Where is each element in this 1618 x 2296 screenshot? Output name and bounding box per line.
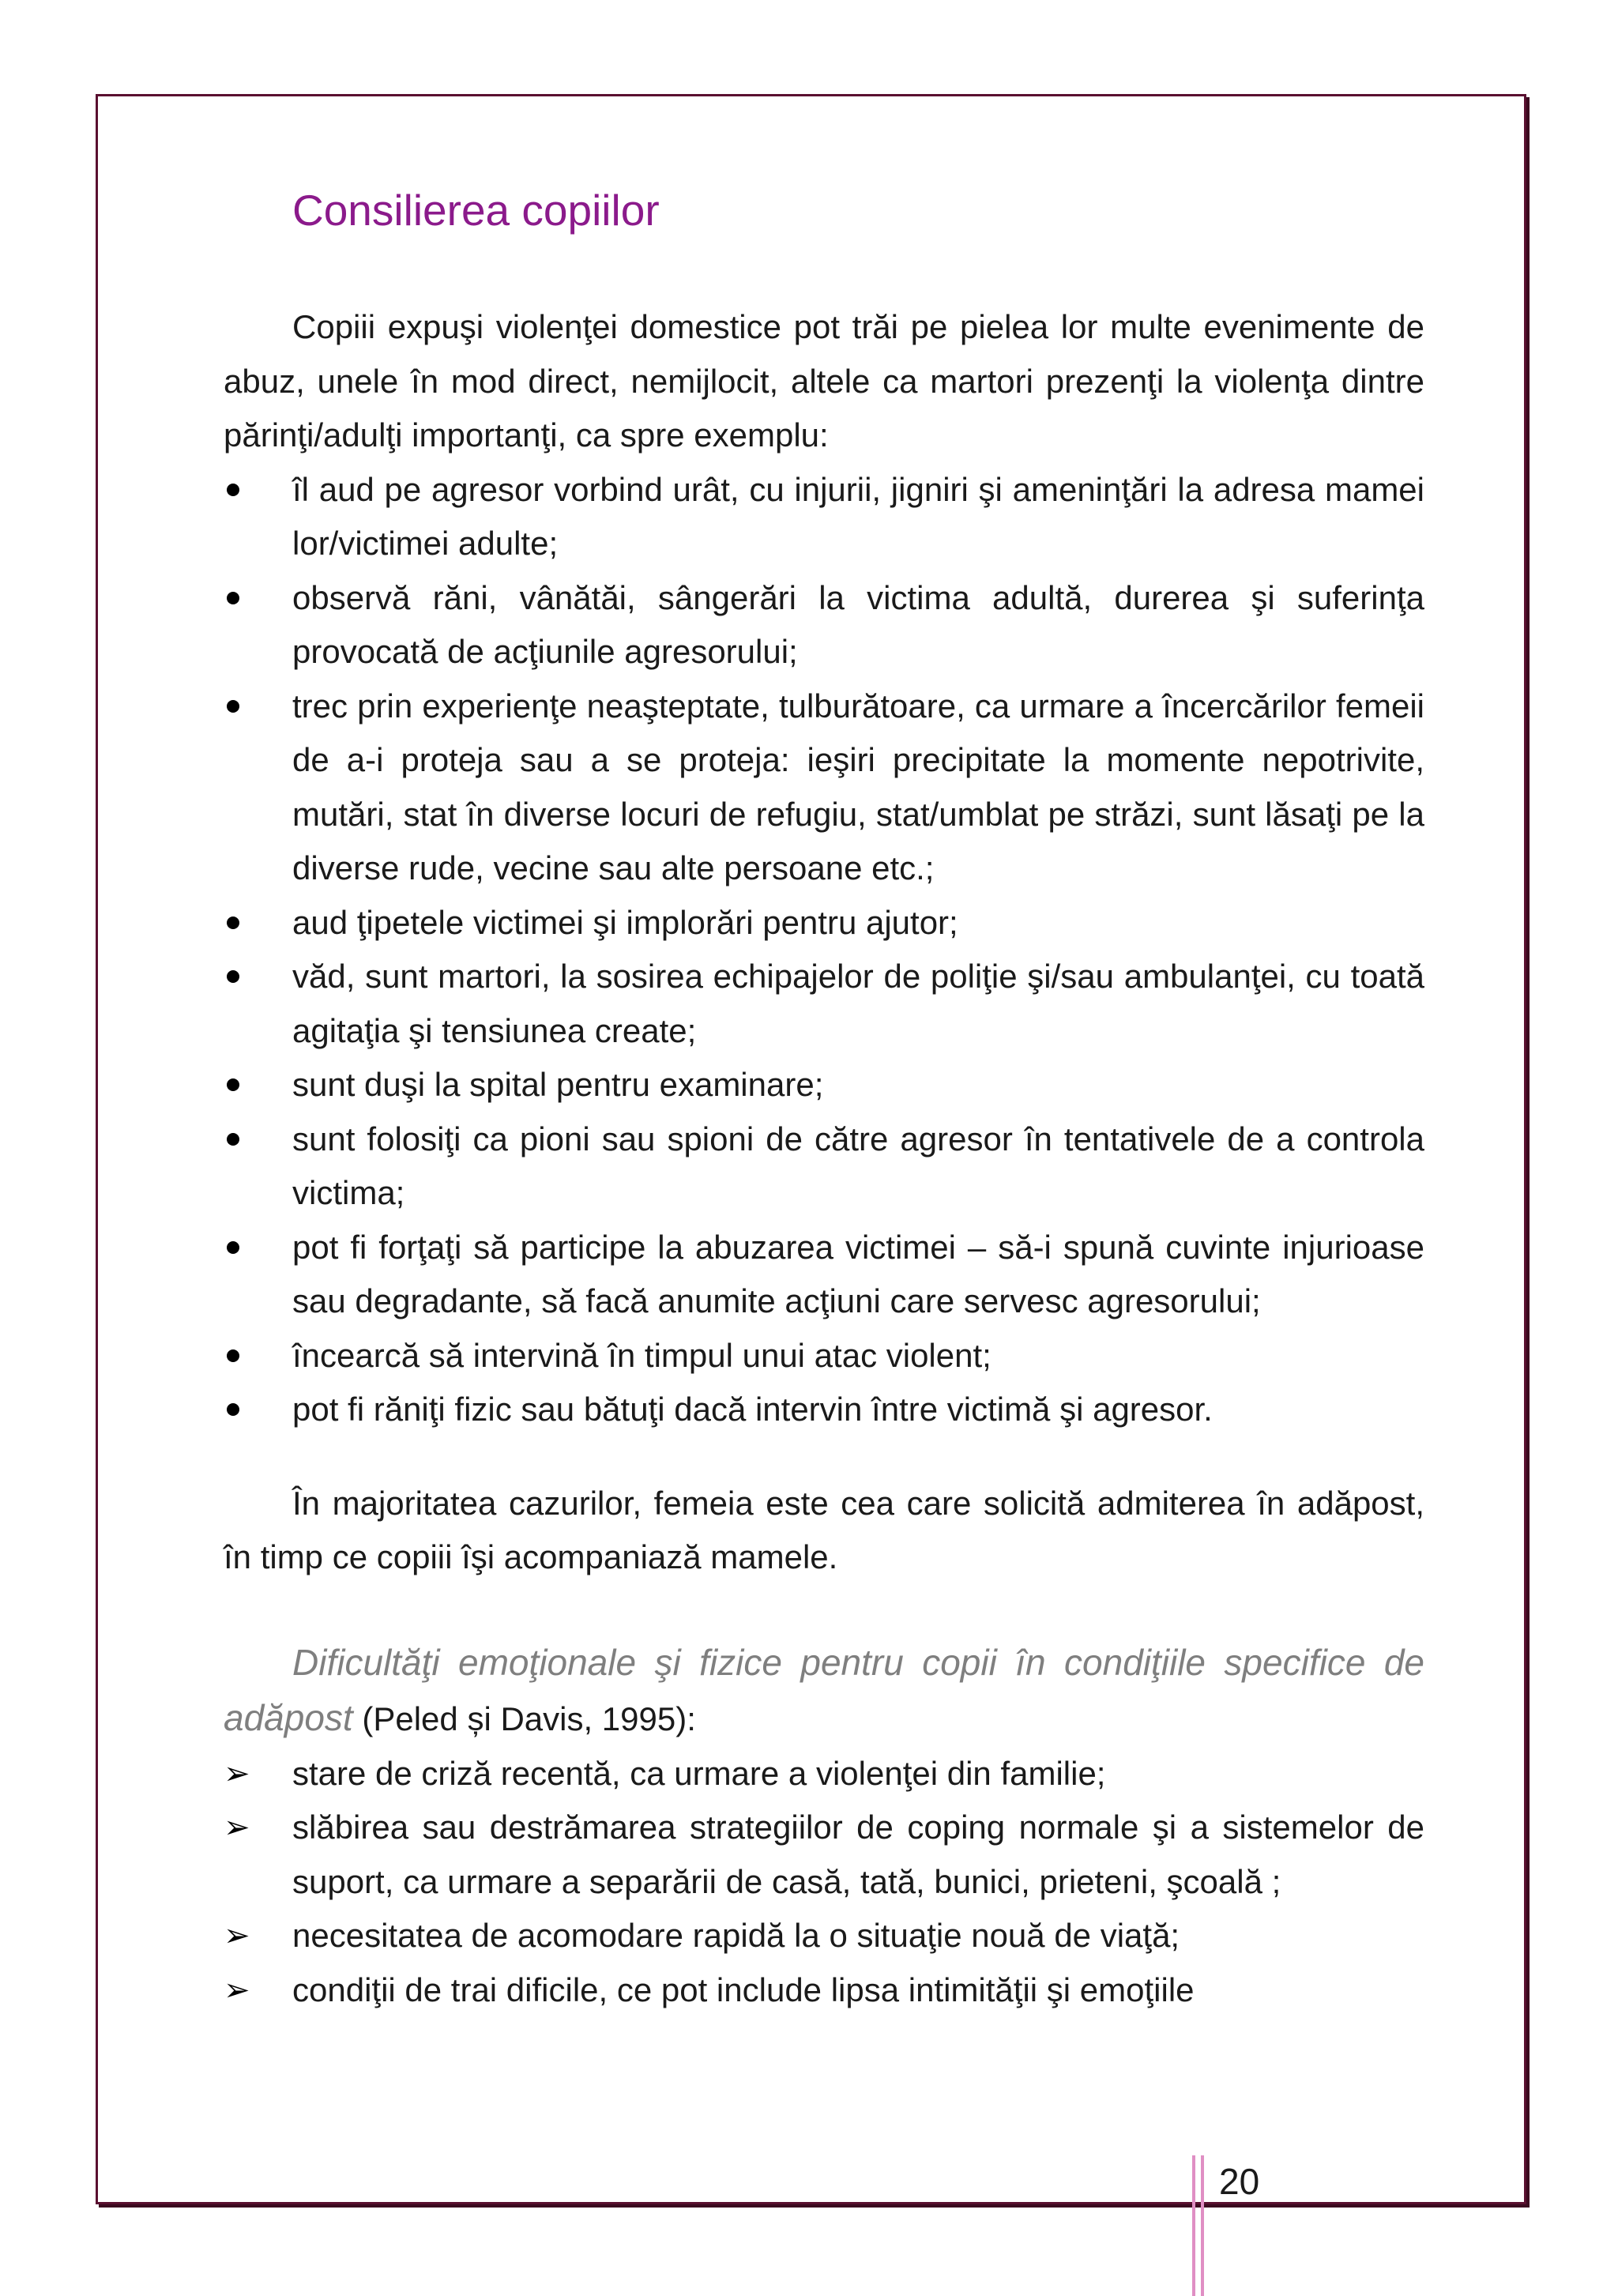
page-number-rule bbox=[1201, 2155, 1204, 2296]
intro-paragraph: Copiii expuşi violenţei domestice pot trăi pe pielea lor multe evenimente de abuz, unele în mod direct, nemijlocit, altele ca martori prezenţi la violenţa dintre părinţi/adulţi importanţi, ca spre exemplu: bbox=[224, 308, 1424, 454]
list-item: pot fi forţaţi să participe la abuzarea victimei – să-i spună cuvinte injurioase sau degradante, să facă anumite acţiuni care servesc agresorului; bbox=[292, 1228, 1424, 1319]
page-number: 20 bbox=[1219, 2161, 1260, 2202]
arrow-list bbox=[224, 1747, 1424, 2018]
subheading-italic: Dificultăţi emoţionale şi fizice pentru copii în condiţiile specifice de adăpost bbox=[224, 1641, 1424, 1738]
list-item: sunt folosiţi ca pioni sau spioni de către agresor în tentativele de a controla victima; bbox=[292, 1120, 1424, 1211]
subheading bbox=[224, 1635, 1424, 1747]
list-item: condiţii de trai dificile, ce pot include lipsa intimităţii şi emoţiile bbox=[292, 1970, 1195, 2008]
list-item: observă răni, vânătăi, sângerări la victima adultă, durerea şi suferinţa provocată de acţiunile agresorului; bbox=[292, 578, 1424, 670]
list-item: încearcă să intervină în timpul unui atac violent; bbox=[292, 1336, 991, 1374]
list-item: aud ţipetele victimei şi implorări pentru ajutor; bbox=[292, 903, 958, 941]
list-item: sunt duşi la spital pentru examinare; bbox=[292, 1066, 824, 1103]
page-number-rule bbox=[1192, 2155, 1195, 2296]
list-item: văd, sunt martori, la sosirea echipajelor de poliţie şi/sau ambulanţei, cu toată agitaţia şi tensiunea create; bbox=[292, 958, 1424, 1049]
list-item: necesitatea de acomodare rapidă la o situaţie nouă de viaţă; bbox=[292, 1917, 1180, 1954]
list-item: îl aud pe agresor vorbind urât, cu injurii, jigniri şi ameninţări la adresa mamei lor/victimei adulte; bbox=[292, 470, 1424, 562]
shelter-paragraph: În majoritatea cazurilor, femeia este cea care solicită admiterea în adăpost, în timp ce copiii îşi acompaniază mamele. bbox=[224, 1484, 1424, 1575]
list-item: pot fi răniţi fizic sau bătuţi dacă intervin între victimă şi agresor. bbox=[292, 1391, 1213, 1428]
main-content bbox=[224, 300, 1424, 2017]
section-title: Consilierea copiilor bbox=[292, 186, 660, 235]
subheading-citation: (Peled și Davis, 1995): bbox=[352, 1700, 696, 1737]
list-item: slăbirea sau destrămarea strategiilor de coping normale şi a sistemelor de suport, ca urmare a separării de casă, tată, bunici, prieteni, şcoală ; bbox=[292, 1809, 1424, 1900]
list-item: stare de criză recentă, ca urmare a violenţei din familie; bbox=[292, 1754, 1106, 1792]
bullet-list bbox=[224, 463, 1424, 1437]
list-item: trec prin experienţe neaşteptate, tulburătoare, ca urmare a încercărilor femeii de a-i proteja sau a se proteja: ieşiri precipitate la momente nepotrivite, mutări, stat în diverse locuri de refugiu, stat/umblat pe străzi, sunt lăsaţi pe la diverse rude, vecine sau alte persoane etc.; bbox=[292, 687, 1424, 886]
